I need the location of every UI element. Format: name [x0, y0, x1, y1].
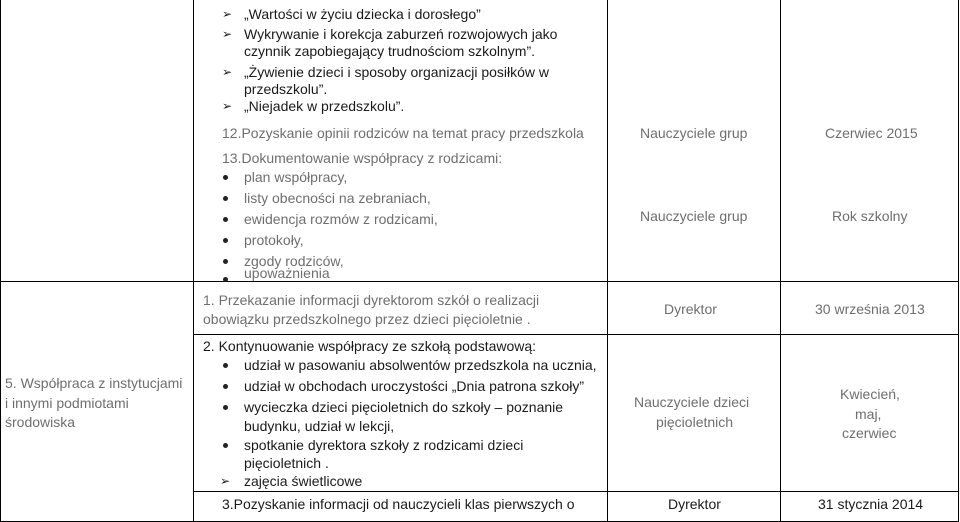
chevron-bullet-icon: ➢	[222, 7, 233, 21]
task-12-deadline: Czerwiec 2015	[825, 125, 918, 141]
section-5-label-line2: i innymi podmiotami	[5, 395, 129, 411]
bullet-icon	[223, 363, 228, 368]
task-2-deadline-line3: czerwiec	[842, 425, 897, 441]
task-2-item: udział w obchodach uroczystości „Dnia patrona szkoły”	[244, 378, 585, 394]
bullet-icon	[223, 405, 228, 410]
row-divider-3	[193, 491, 959, 492]
task-3-responsible: Dyrektor	[668, 496, 721, 512]
task-1-text: 1. Przekazanie informacji dyrektorom szkół o realizacji	[203, 292, 540, 308]
table-border-left	[0, 0, 1, 522]
task-2-item: udział w pasowaniu absolwentów przedszkola na ucznia,	[244, 357, 597, 373]
task-3-deadline: 31 stycznia 2014	[818, 496, 924, 512]
table-border-right	[958, 0, 959, 522]
row-divider-2	[193, 334, 959, 335]
task-2-responsible-line2: pięcioletnich	[656, 414, 734, 430]
top-item-continued: czynnik zapobiegający trudnościom szkolnym”.	[244, 43, 536, 59]
chevron-bullet-icon: ➢	[222, 65, 233, 79]
table-border-col1	[193, 0, 194, 522]
section-5-label: 5. Współpraca z instytucjami	[5, 375, 183, 391]
bullet-icon	[223, 175, 228, 180]
bullet-icon	[223, 443, 228, 448]
task-2-item: wycieczka dzieci pięcioletnich do szkoły – poznanie	[244, 399, 564, 415]
task-13-item: plan współpracy,	[244, 169, 348, 185]
top-item: „Żywienie dzieci i sposoby organizacji posiłków w	[244, 64, 550, 80]
task-13-responsible: Nauczyciele grup	[640, 208, 748, 224]
table-border-col3	[780, 0, 781, 522]
task-2-item: zajęcia świetlicowe	[244, 473, 363, 489]
task-13-deadline: Rok szkolny	[832, 208, 908, 224]
task-2-title: 2. Kontynuowanie współpracy ze szkołą podstawową:	[203, 338, 537, 354]
task-2-deadline: Kwiecień,	[840, 386, 900, 402]
table-border-col2	[607, 0, 608, 522]
task-13-title: 13.Dokumentowanie współpracy z rodzicami:	[222, 150, 503, 166]
bullet-icon	[223, 277, 228, 282]
task-2-item-continued: budynku, udział w lekcji,	[244, 418, 395, 434]
task-2-item-continued: pięcioletnich .	[244, 455, 329, 471]
task-13-item: upoważnienia	[244, 265, 330, 281]
section-5-label-line3: środowiska	[5, 414, 76, 430]
bullet-icon	[223, 384, 228, 389]
top-item: Wykrywanie i korekcja zaburzeń rozwojowych jako	[244, 26, 558, 42]
task-13-item: listy obecności na zebraniach,	[244, 190, 431, 206]
task-13-item: ewidencja rozmów z rodzicami,	[244, 211, 438, 227]
task-2-deadline-line2: maj,	[855, 406, 882, 422]
task-1-deadline: 30 września 2013	[815, 301, 925, 317]
bullet-icon	[223, 238, 228, 243]
bullet-icon	[223, 217, 228, 222]
top-item: „Wartości w życiu dziecka i dorosłego”	[244, 6, 481, 22]
bullet-icon	[223, 259, 228, 264]
task-2-responsible: Nauczyciele dzieci	[634, 394, 750, 410]
task-1-text-line2: obowiązku przedszkolnego przez dzieci pięcioletnie .	[203, 311, 531, 327]
chevron-bullet-icon: ➢	[222, 99, 233, 113]
chevron-bullet-icon: ➢	[222, 27, 233, 41]
task-2-item: spotkanie dyrektora szkoły z rodzicami dzieci	[244, 437, 524, 453]
top-item: „Niejadek w przedszkolu”.	[244, 98, 405, 114]
task-1-responsible: Dyrektor	[664, 301, 717, 317]
chevron-bullet-icon: ➢	[220, 474, 231, 488]
task-3-text: 3.Pozyskanie informacji od nauczycieli klas pierwszych o	[222, 496, 575, 512]
task-13-item: protokoły,	[244, 232, 304, 248]
top-item-continued: przedszkolu”.	[244, 81, 328, 97]
row-divider-1	[0, 281, 959, 282]
bullet-icon	[223, 196, 228, 201]
task-13-item: zgody rodziców,	[244, 253, 344, 269]
task-12-text: 12.Pozyskanie opinii rodziców na temat pracy przedszkola	[222, 125, 584, 141]
task-12-responsible: Nauczyciele grup	[640, 125, 748, 141]
